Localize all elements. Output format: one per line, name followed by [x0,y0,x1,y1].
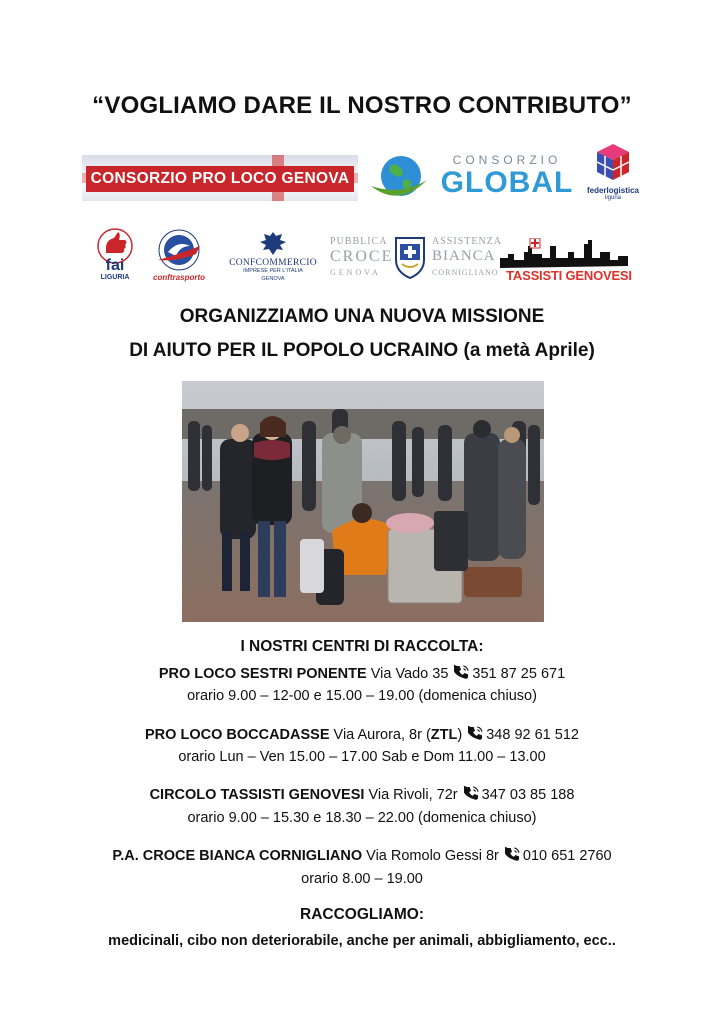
logo-proloco-text: CONSORZIO PRO LOCO GENOVA [86,166,354,192]
cube-icon [593,142,633,184]
center-2-address: Via Aurora, 8r ( [329,727,431,743]
logo-consorzio-pro-loco-genova [82,155,358,201]
phone-icon [454,665,469,680]
center-3-name: CIRCOLO TASSISTI GENOVESI [149,787,365,803]
phone-icon [464,786,479,801]
logo-tassisti-genovesi [500,238,638,284]
logo-croce-bianca-cornigliano [328,236,503,282]
center-4-address: Via Romolo Gessi 8r [362,848,503,864]
conftrasporto-emblem-icon [146,228,212,272]
svg-text:fai: fai [105,257,125,274]
center-3-phone[interactable]: 347 03 85 188 [481,787,575,803]
logo-conftrasporto-name: conftrasporto [153,273,205,282]
logo-confcommercio-name: CONFCOMMERCIO [229,258,317,268]
logo-fai-liguria [94,228,136,284]
logo-conftrasporto [146,228,212,284]
logo-confcommercio-city: GENOVA [261,276,285,282]
center-1-address: Via Vado 35 [366,666,453,682]
skyline-icon [500,238,638,268]
flyer-title: “VOGLIAMO DARE IL NOSTRO CONTRIBUTO” [92,92,632,119]
center-4-name: P.A. CROCE BIANCA CORNIGLIANO [112,848,363,864]
shield-icon [392,236,428,280]
phone-icon [505,847,520,862]
center-3-address: Via Rivoli, 72r [364,787,462,803]
center-2-name: PRO LOCO BOCCADASSE [145,727,330,743]
center-2 [0,726,724,743]
center-2-phone[interactable]: 348 92 61 512 [486,727,579,743]
mission-line-1: ORGANIZZIAMO UNA NUOVA MISSIONE [179,306,545,327]
collect-items: medicinali, cibo non deteriorabile, anche per animali, abbigliamento, ecc.. [108,933,616,949]
logo-croce-right-2: BIANCA [432,248,496,264]
refugees-photo [182,381,544,622]
center-3-hours: orario 9.00 – 15.30 e 18.30 – 22.00 (domenica chiuso) [187,810,537,826]
logo-croce-left-1: PUBBLICA [330,236,388,247]
center-3 [0,786,724,803]
center-2-address-end: ) [457,727,467,743]
center-2-ztl: ZTL [430,727,458,743]
logo-federlogistica-sub: liguria [604,195,621,201]
logo-confcommercio-genova [222,230,324,284]
centers-title: I NOSTRI CENTRI DI RACCOLTA: [240,638,484,655]
center-4-hours: orario 8.00 – 19.00 [301,871,423,887]
center-1-hours: orario 9.00 – 12-00 e 15.00 – 19.00 (domenica chiuso) [187,688,537,704]
collect-title: RACCOGLIAMO: [300,906,424,923]
logo-croce-left-3: GENOVA [330,268,381,277]
mission-line-2: DI AIUTO PER IL POPOLO UCRAINO (a metà Aprile) [129,340,595,361]
phone-icon [468,726,483,741]
logo-croce-right-3: CORNIGLIANO [432,268,499,277]
center-4-phone[interactable]: 010 651 2760 [522,848,612,864]
logo-federlogistica-name: federlogistica [586,186,639,195]
eagle-icon [258,230,288,256]
logo-tassisti-name: TASSISTI GENOVESI [506,268,632,283]
logo-confcommercio-tag: IMPRESE PER L'ITALIA [243,268,303,274]
globe-icon [368,152,430,204]
fai-thumb-icon [94,228,136,274]
logo-croce-left-2: CROCE [330,248,394,265]
center-2-hours: orario Lun – Ven 15.00 – 17.00 Sab e Dom 11.00 – 13.00 [178,749,546,765]
logo-global-top: CONSORZIO [452,153,562,167]
logo-croce-right-1: ASSISTENZA [432,236,503,247]
center-1 [0,665,724,682]
logo-fai-sub: LIGURIA [100,274,130,281]
center-1-phone[interactable]: 351 87 25 671 [472,666,566,682]
logo-federlogistica [582,142,644,204]
logo-consorzio-global [438,153,576,203]
center-1-name: PRO LOCO SESTRI PONENTE [158,666,367,682]
logo-global-main: GLOBAL [440,166,574,199]
center-4 [0,847,724,864]
